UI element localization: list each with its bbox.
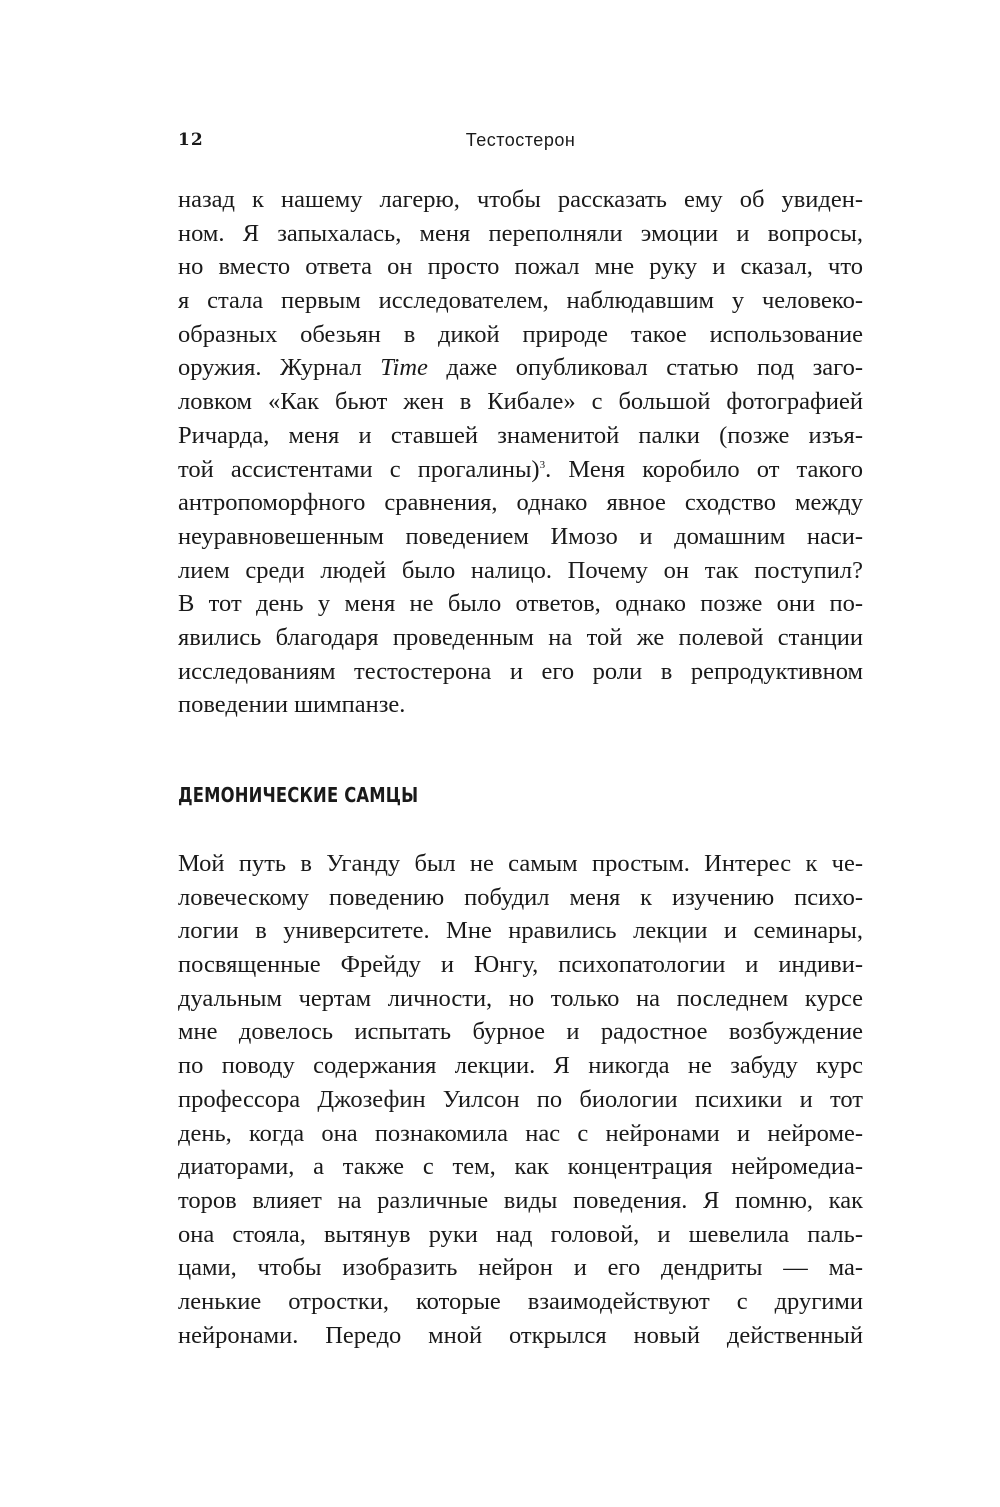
section-heading: ДЕМОНИЧЕСКИЕ САМЦЫ <box>178 783 419 807</box>
text-line: я стала первым исследователем, наблюдавшим у человеко- <box>178 287 863 315</box>
text-segment: оружия. Журнал <box>178 354 362 382</box>
text-line <box>178 453 863 487</box>
text-line: В тот день у меня не было ответов, однако позже они по- <box>178 590 863 618</box>
paragraph-2 <box>178 847 863 1352</box>
text-line: день, когда она познакомила нас с нейронами и нейроме- <box>178 1119 863 1147</box>
text-line: ном. Я запыхалась, меня переполняли эмоции и вопросы, <box>178 219 863 247</box>
text-line: исследованиям тестостерона и его роли в репродуктивном <box>178 657 863 685</box>
text-line: антропоморфного сравнения, однако явное сходство между <box>178 489 863 517</box>
text-segment: той ассистентами с прогалины) <box>178 455 540 483</box>
text-line: но вместо ответа он просто пожал мне руку и сказал, что <box>178 253 863 281</box>
text-line: неуравновешенным поведением Имозо и домашним наси- <box>178 522 863 550</box>
text-line: по поводу содержания лекции. Я никогда не забуду курс <box>178 1052 863 1080</box>
text-line: Ричарда, меня и ставшей знаменитой палки (позже изъя- <box>178 421 863 449</box>
text-line: явились благодаря проведенным на той же полевой станции <box>178 623 863 651</box>
text-segment: . Меня коробило от такого <box>545 455 864 483</box>
paragraph-1 <box>178 183 863 722</box>
text-line: ловком «Как бьют жен в Кибале» с большой фотографией <box>178 388 863 416</box>
text-line: мне довелось испытать бурное и радостное возбуждение <box>178 1018 863 1046</box>
text-line: Мой путь в Уганду был не самым простым. Интерес к че- <box>178 850 863 877</box>
text-line <box>178 351 863 385</box>
text-line: ловеческому поведению побудил меня к изучению психо- <box>178 883 863 911</box>
text-line: торов влияет на различные виды поведения. Я помню, как <box>178 1186 863 1214</box>
footnote-ref-3[interactable]: 3 <box>539 458 546 471</box>
text-segment: даже опубликовал статью под заго- <box>446 354 864 382</box>
text-line: поведении шимпанзе. <box>178 691 406 719</box>
text-line: она стояла, вытянув руки над головой, и шевелила паль- <box>178 1220 863 1248</box>
text-line: нейронами. Передо мной открылся новый действенный <box>178 1321 863 1349</box>
text-line: лием среди людей было налицо. Почему он так поступил? <box>178 556 863 584</box>
text-line: дуальным чертам личности, но только на последнем курсе <box>178 984 863 1012</box>
text-line: логии в университете. Мне нравились лекции и семинары, <box>178 917 863 945</box>
journal-title-italic: Time <box>380 354 428 382</box>
text-line: профессора Джозефин Уилсон по биологии психики и тот <box>178 1085 863 1113</box>
text-line: образных обезьян в дикой природе такое использование <box>178 320 863 348</box>
page-number: 12 <box>178 130 204 150</box>
text-line: диаторами, а также с тем, как концентрация нейромедиа- <box>178 1153 863 1181</box>
text-line: посвященные Фрейду и Юнгу, психопатологии и индиви- <box>178 951 863 979</box>
running-head <box>178 126 863 154</box>
text-line: назад к нашему лагерю, чтобы рассказать ему об увиден- <box>178 186 863 213</box>
text-line: цами, чтобы изобразить нейрон и его дендриты — ма- <box>178 1254 863 1282</box>
text-line: ленькие отростки, которые взаимодействуют с другими <box>178 1287 863 1315</box>
book-title: Тестостерон <box>465 130 576 150</box>
